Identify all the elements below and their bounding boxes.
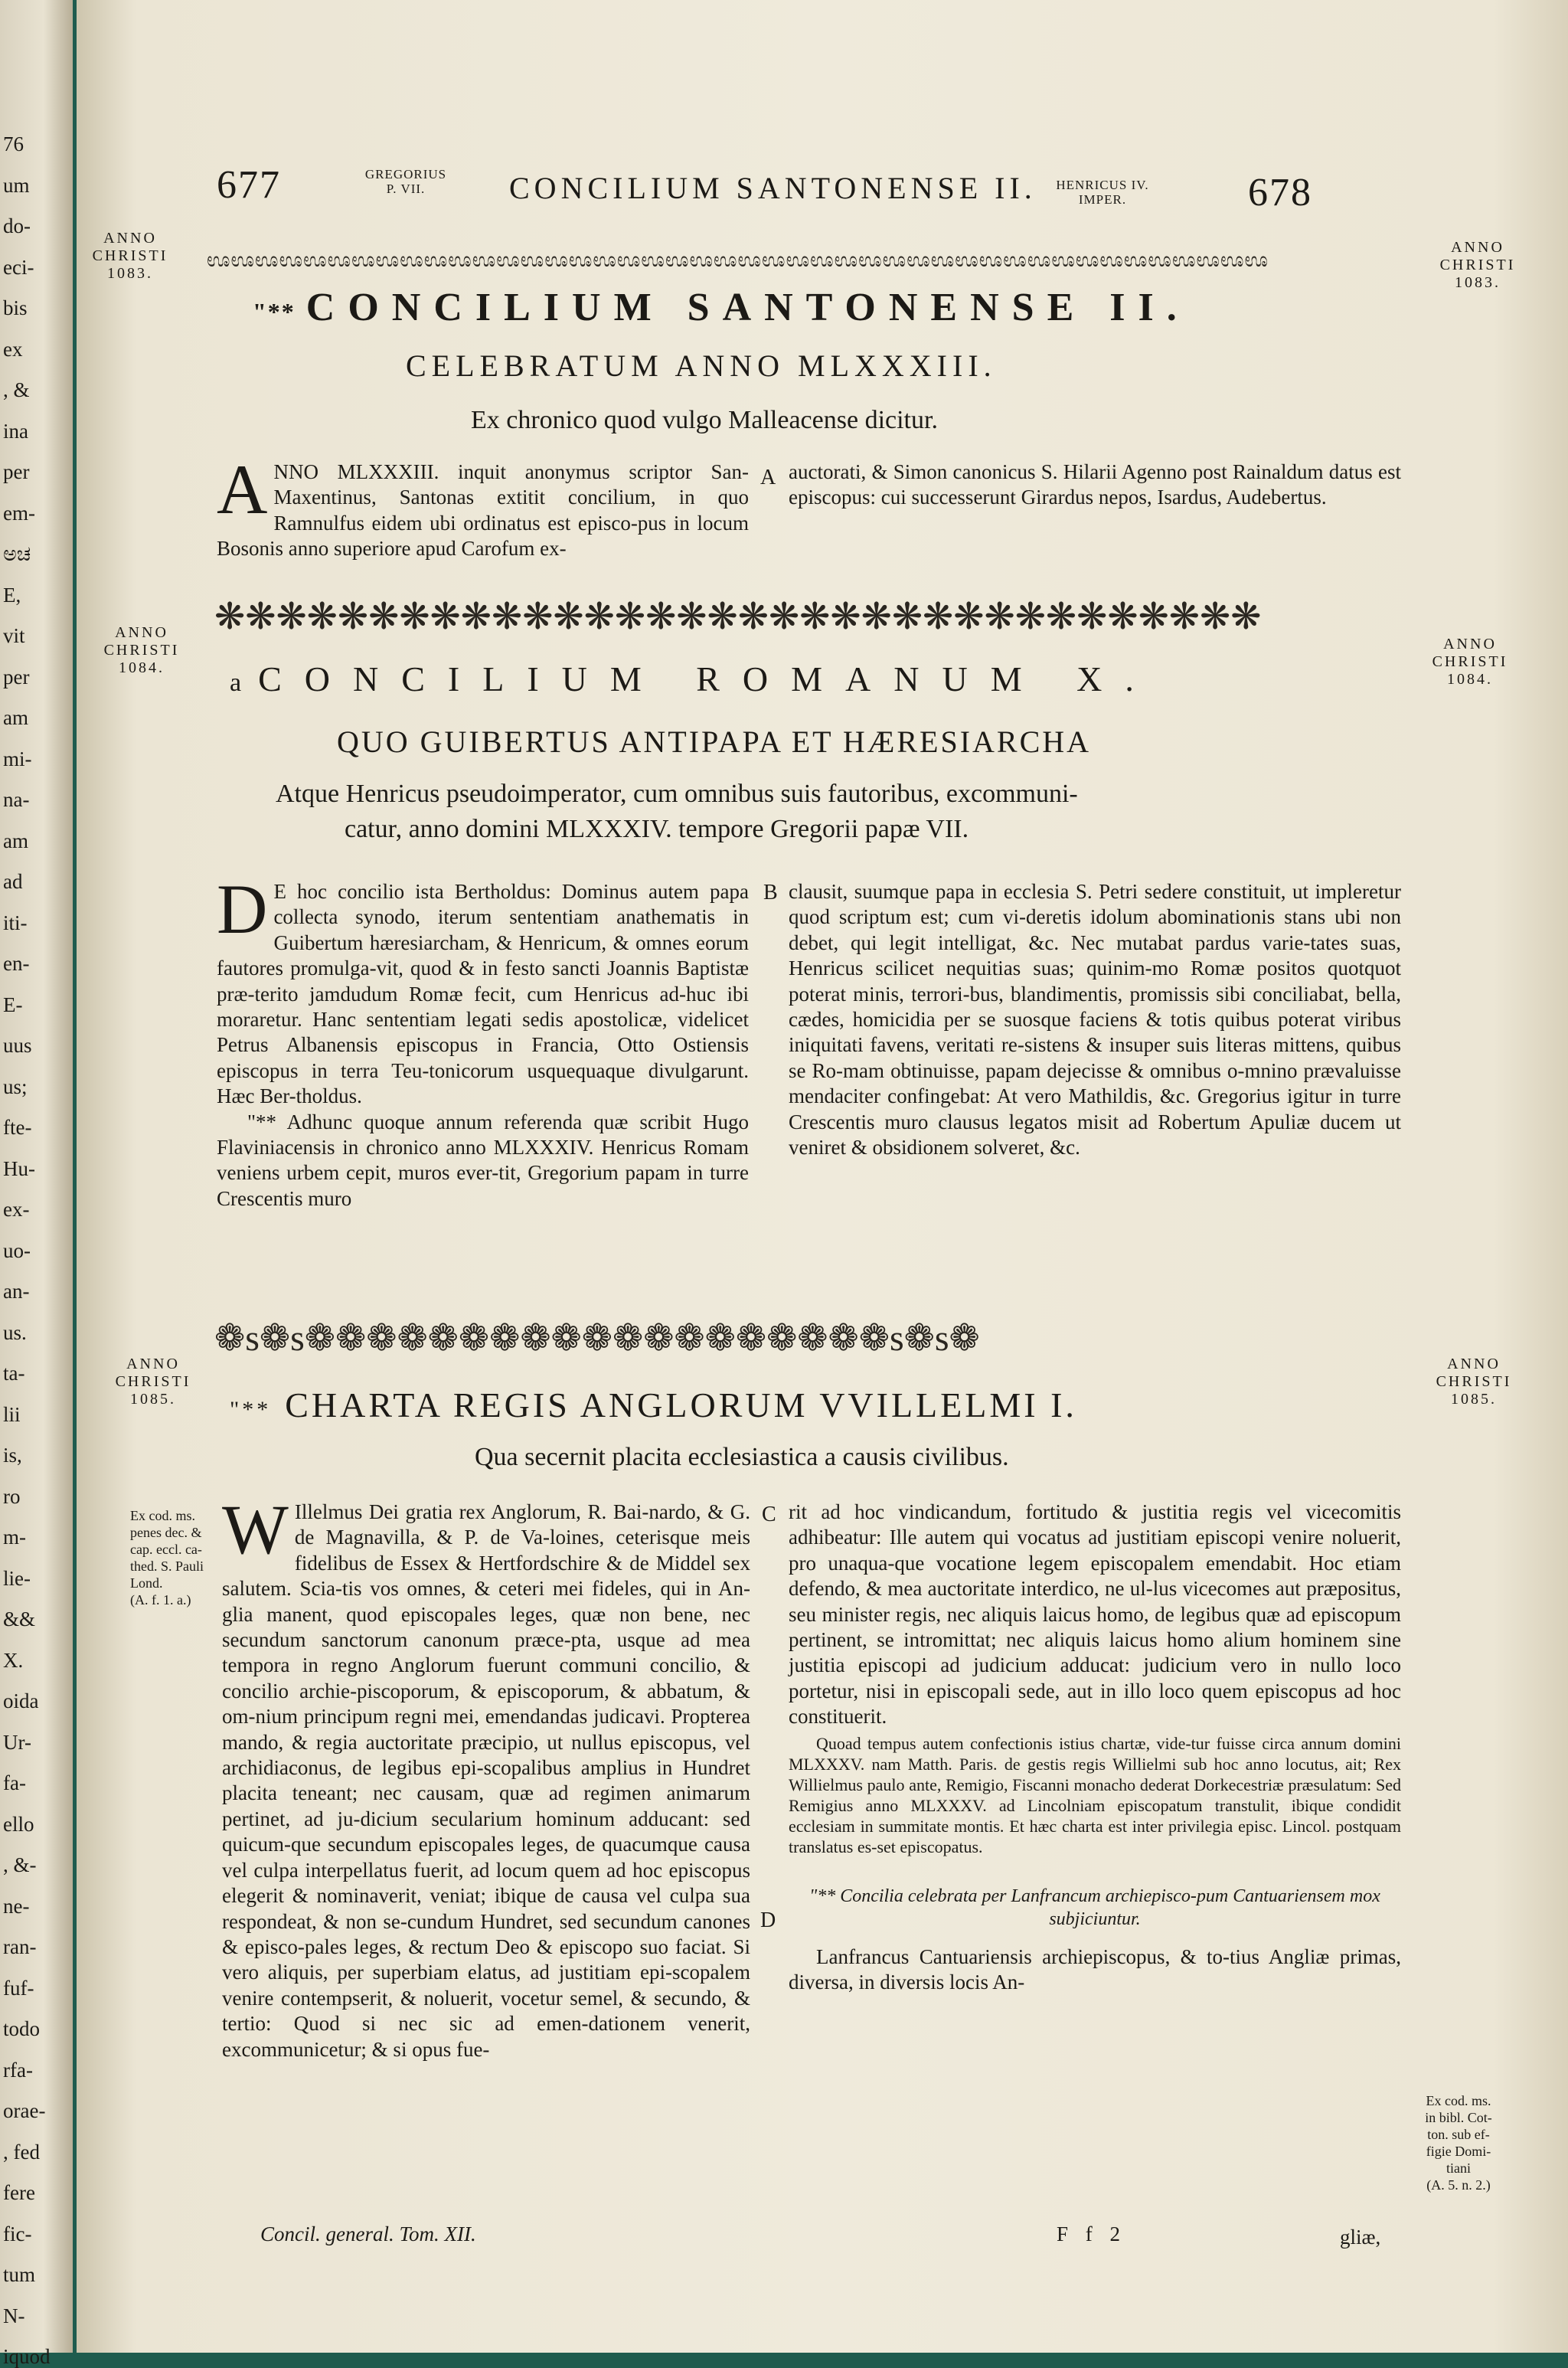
footer-volume: Concil. general. Tom. XII.	[260, 2222, 476, 2245]
editorial-mark: "**	[253, 298, 296, 325]
strip-fragment: ad	[3, 870, 23, 893]
editorial-mark: "**	[230, 1397, 272, 1422]
anno-margin-left	[115, 1356, 191, 1408]
strip-fragment: lie-	[3, 1566, 31, 1590]
anno-line: ANNO	[103, 230, 157, 247]
anno-line: CHRISTI	[1432, 653, 1508, 670]
header-right-label	[1045, 178, 1160, 207]
column-right: auctorati, & Simon canonicus S. Hilarii Agenno post Rainaldum datus est episcopus: cui successerunt Girardus nepos, Isardus, Audebertus.	[789, 460, 1401, 509]
strip-fragment: iquod	[3, 2345, 51, 2368]
page-number-left: 677	[217, 163, 281, 207]
note-line: (A. f. 1. a.)	[130, 1592, 191, 1608]
section-marker: D	[760, 1908, 776, 1932]
strip-fragment: ne-	[3, 1894, 30, 1918]
header-left-line: GREGORIUS	[364, 167, 447, 182]
strip-fragment: fte-	[3, 1116, 32, 1139]
strip-fragment: ello	[3, 1812, 34, 1836]
anno-margin-left	[103, 624, 180, 677]
strip-fragment: na-	[3, 788, 30, 811]
section-marker: C	[762, 1503, 776, 1526]
header-right-line: HENRICUS IV.	[1056, 178, 1149, 192]
strip-fragment: Ur-	[3, 1730, 31, 1754]
strip-fragment: tum	[3, 2263, 36, 2286]
section-source: Qua secernit placita ecclesiastica a causis civilibus.	[475, 1443, 1009, 1471]
strip-fragment: em-	[3, 501, 35, 525]
strip-fragment: us;	[3, 1074, 28, 1098]
strip-fragment: ಅಚ	[3, 542, 31, 565]
column-right: clausit, suumque papa in ecclesia S. Petri sedere constituit, ut impleretur quod scriptum est; cum vi-deretis idolum abominationis stans ubi non debet, qui legit intelligat, &c. Nec mutabat pardus varie-tates suas, Henricus scilicet nequitias suas; quinim-mo Romæ positos quotquot poterat minis, terrori-bus, blandimentis, promissis sibi conciliabat, bella, cædes, homicidia per se suosque faciens & totis quibus poterat viribus iniquitati favens, veritati re-sistens & insuper suis literas mittens, quibus se Ro-mam obtinuisse, papam dejecisse & omnibus o-mnino prævaluisse mendaciter confingebat: At vero Mathildis, &c. Gregorius igitur in turre Crescentis muro clausus legatos misit ad Robertum Apuliæ ducem ut veniret & obsidionem solveret, &c.	[789, 880, 1401, 1159]
drop-cap: A	[217, 450, 268, 528]
strip-fragment: ro	[3, 1484, 21, 1508]
section-source-line: Atque Henricus pseudoimperator, cum omnibus suis fautoribus, excommuni-	[276, 780, 1078, 808]
strip-fragment: ex-	[3, 1198, 30, 1221]
column-left	[222, 1490, 750, 2062]
note-line: tiani	[1446, 2160, 1471, 2176]
anno-line: ANNO	[126, 1356, 180, 1372]
anno-line: CHRISTI	[92, 247, 168, 264]
section-title-text: CONCILIUM ROMANUM X.	[258, 659, 1157, 698]
strip-fragment: , &	[3, 378, 30, 401]
signature-mark: F f 2	[1057, 2222, 1127, 2245]
note-line: in bibl. Cot-	[1425, 2110, 1492, 2125]
drop-cap: D	[217, 870, 268, 948]
strip-fragment: iti-	[3, 911, 28, 934]
strip-fragment: en-	[3, 952, 30, 975]
section-marker: B	[763, 881, 778, 904]
header-left-line: P. VII.	[386, 182, 426, 196]
margin-note-right	[1409, 2092, 1508, 2193]
strip-fragment: , &-	[3, 1853, 37, 1876]
ornament-band: ❋❋❋❋❋❋❋❋❋❋❋❋❋❋❋❋❋❋❋❋❋❋❋❋❋❋❋❋❋❋❋❋❋❋	[214, 597, 1262, 637]
column-text: E hoc concilio ista Bertholdus: Dominus autem papa collecta synodo, iterum sententiam anathematis in Guibertum hæresiarcham, & Henricum, & omnes eorum fautores promulga-vit, quod & in festo sancti Joannis Baptistæ præ-terito jamdudum Romæ fecit, cum Henricus ad-huc ibi moraretur. Hanc sententiam legati sedis apostolicæ, videlicet Petrus Albanensis episcopus in Francia, Otto Ostiensis episcopus in terra Teu-tonicorum usquequaque divulgarunt. Hæc Ber-tholdus.	[217, 880, 749, 1108]
ornament-band: ಊಊಊಊಊಊಊಊಊಊಊಊಊಊಊಊಊಊಊಊಊಊಊಊಊಊಊಊಊಊಊಊಊಊಊಊಊಊಊಊಊಊಊಊ	[207, 249, 1269, 271]
ornament-band: ❁s❁s❁❁❁❁❁❁❁❁❁❁❁❁❁❁❁❁❁❁❁s❁s❁	[214, 1318, 980, 1359]
running-title: CONCILIUM SANTONENSE II.	[509, 171, 1037, 205]
anno-margin-right	[1428, 636, 1512, 688]
section-source-line: catur, anno domini MLXXXIV. tempore Gregorii papæ VII.	[345, 815, 969, 843]
strip-fragment: per	[3, 460, 30, 483]
strip-fragment: fic-	[3, 2222, 32, 2245]
strip-fragment: X.	[3, 1648, 24, 1672]
anno-line: 1083.	[1455, 274, 1501, 291]
page-number-right: 678	[1248, 171, 1312, 214]
anno-line: 1084.	[1447, 671, 1493, 688]
strip-fragment: ta-	[3, 1362, 25, 1385]
strip-fragment: todo	[3, 2017, 41, 2040]
book-page	[77, 0, 1568, 2353]
note-line: ton. sub ef-	[1427, 2127, 1490, 2142]
section-subtitle: CELEBRATUM ANNO MLXXXIII.	[406, 348, 997, 383]
section-subtitle: QUO GUIBERTUS ANTIPAPA ET HÆRESIARCHA	[337, 724, 1092, 759]
section-title-santonense	[253, 285, 1190, 330]
strip-fragment: eci-	[3, 255, 34, 279]
note-line: penes dec. &	[130, 1525, 202, 1540]
strip-fragment: ran-	[3, 1935, 37, 1958]
strip-fragment: ex	[3, 337, 23, 361]
anno-margin-right	[1436, 239, 1520, 292]
note-line: Lond.	[130, 1575, 163, 1591]
column-note: "** Adhunc quoque annum referenda quæ scribit Hugo Flaviniacensis in chronico anno MLXXXIV. Henricus Romam veniens urbem cepit, muros ever-tit, Gregorium papam in turre Crescentis muro	[217, 1110, 749, 1210]
section-title-text: CHARTA REGIS ANGLORUM VVILLELMI I.	[285, 1385, 1077, 1424]
strip-fragment: uus	[3, 1034, 32, 1057]
note-line: figie Domi-	[1426, 2144, 1491, 2159]
column-text: rit ad hoc vindicandum, fortitudo & justitia regis vel vicecomitis adhibeatur: Ille autem qui vocatus ad justitiam episcopi venire noluerit, pro unaqua-que vocatione legem episcopalem emendabit. Hoc etiam defendo, & mea auctoritate interdico, ne ul-lus vicecomes aut præpositus, seu minister regis, nec aliquis laicus homo, de legibus quæ ad episcopum pertinent, se intromittat; nec aliquis laicus homo alium hominem sine justitia episcopi ad judicium adducat: judicium vero in nullo loco portetur, nisi in episcopali sede, aut in illo loco quem episcopus ad hoc constituerit.	[789, 1500, 1401, 1729]
strip-fragment: am	[3, 829, 28, 852]
column-text: Illelmus Dei gratia rex Anglorum, R. Bai-nardo, & G. de Magnavilla, & P. de Va-loines, ceterisque meis fidelibus de Essex & Hertfordschire & de Middel sex salutem. Scia-tis vos omnes, & ceteri mei fideles, qui in An-glia manent, quod episcopales leges, quæ non bene, nec secundum sanctorum canonum præce-pta, usque ad mea tempora in regno Anglorum fuerunt communi concilio, & concilio archie-piscoporum, & episcoporum, & abbatum, & om-nium principum regni mei, emendandas judicavi. Propterea mando, & regia auctoritate præcipio, ut nullus episcopus, vel archidiaconus, de legibus epi-scopalibus amplius in Hundret placita teneant; nec causam, quæ ad regimen animarum pertinet, ad ju-dicium secularium hominum adducant: sed quicum-que secundum episcopales leges, de quacumque causa vel culpa interpellatus fuerit, ad locum quem ad hoc episcopus elegerit & nominaverit, veniat; ibique de causa vel culpa sua respondeat, & non se-cundum Hundret, sed secundum canones & episco-pales leges, & rectum Deo & episcopo suo faciat. Si vero aliquis, per superbiam elatus, ad justitiam epi-scopalem venire contempserit, & noluerit, vocetur semel, & secundo, & tertio: Quod si nec sic ad emen-dationem venerit, excommunicetur; & si opus fue-	[222, 1500, 750, 2061]
note-line: Ex cod. ms.	[130, 1508, 195, 1523]
strip-fragment: um	[3, 173, 30, 197]
strip-fragment: , fed	[3, 2140, 40, 2164]
strip-fragment: fuf-	[3, 1976, 34, 2000]
strip-fragment: fa-	[3, 1771, 26, 1794]
previous-page-strip	[0, 0, 73, 2368]
strip-fragment: lii	[3, 1402, 21, 1426]
strip-fragment: vit	[3, 624, 25, 647]
strip-fragment: us.	[3, 1320, 27, 1344]
anno-line: CHRISTI	[1439, 257, 1516, 273]
strip-fragment: Hu-	[3, 1156, 35, 1180]
anno-line: ANNO	[1447, 1356, 1501, 1372]
strip-fragment: N-	[3, 2304, 25, 2327]
strip-fragment: am	[3, 706, 28, 729]
anno-line: CHRISTI	[115, 1373, 191, 1390]
note-line: thed. S. Pauli	[130, 1558, 204, 1574]
column-left	[217, 870, 749, 1212]
lanfranc-heading: "** Concilia celebrata per Lanfrancum archiepisco-pum Cantuariensem mox subjiciuntur.	[809, 1886, 1380, 1929]
strip-fragment: m-	[3, 1526, 26, 1549]
section-title-text: CONCILIUM SANTONENSE II.	[305, 286, 1190, 329]
note-line: Ex cod. ms.	[1426, 2093, 1491, 2108]
column-note: Quoad tempus autem confectionis istius chartæ, vide-tur fuisse circa annum domini MLXXXV. nam Matth. Paris. de gestis regis Willielmi sub hoc anno locutus, ait; Rex Willielmus paulo ante, Remigio, Fiscanni monacho dederat Dorkecestriæ præsulatum: Sed Remigius anno MLXXXV. ad Lincolniam episcopatum transtulit, ibique condidit ecclesiam in summitate montis. Et hæc charta est inter privilegia episc. Lincol. postquam translatus es-set episcopatus.	[789, 1733, 1401, 1856]
strip-fragment: orae-	[3, 2099, 46, 2122]
column-text: NNO MLXXXIII. inquit anonymus scriptor San-Maxentinus, Santonas extitit concilium, in quo Ramnulfus eidem ubi ordinatus est episco-pus in locum Bosonis anno superiore apud Carofum ex-	[217, 460, 749, 561]
column-left	[217, 450, 749, 562]
strip-fragment: uo-	[3, 1238, 31, 1262]
anno-line: ANNO	[1443, 636, 1497, 653]
anno-line: 1083.	[107, 265, 153, 282]
section-source: Ex chronico quod vulgo Malleacense dicitur.	[471, 406, 938, 434]
section-title-charta	[230, 1385, 1077, 1425]
strip-fragment: 76	[3, 132, 24, 155]
anno-margin-right	[1424, 1356, 1524, 1408]
strip-fragment: E,	[3, 583, 21, 607]
anno-line: CHRISTI	[103, 642, 180, 659]
footnote-marker: a	[230, 669, 242, 697]
strip-fragment: do-	[3, 214, 31, 237]
note-line: (A. 5. n. 2.)	[1426, 2177, 1491, 2193]
strip-fragment: &&	[3, 1608, 36, 1630]
anno-line: 1085.	[130, 1391, 176, 1408]
header-right-line: IMPER.	[1078, 192, 1127, 207]
anno-margin-left	[92, 230, 168, 283]
anno-line: CHRISTI	[1436, 1373, 1512, 1390]
strip-fragment: mi-	[3, 747, 32, 770]
strip-fragment: is,	[3, 1444, 22, 1467]
lanfranc-text: Lanfrancus Cantuariensis archiepiscopus, & to-tius Angliæ primas, diversa, in diversis locis An-	[789, 1944, 1401, 1994]
strip-fragment: oida	[3, 1689, 39, 1712]
margin-note-left	[130, 1507, 226, 1608]
section-title-romanum	[230, 659, 1157, 699]
header-left-label	[352, 167, 459, 196]
note-line: cap. eccl. ca-	[130, 1542, 202, 1557]
strip-fragment: ina	[3, 419, 28, 443]
anno-line: 1084.	[119, 659, 165, 676]
section-marker: A	[760, 466, 776, 489]
strip-fragment: bis	[3, 296, 28, 319]
drop-cap: W	[222, 1490, 289, 1568]
strip-fragment: per	[3, 665, 30, 688]
catchword: gliæ,	[1340, 2226, 1381, 2249]
column-right	[789, 1500, 1401, 1995]
anno-line: ANNO	[115, 624, 168, 641]
strip-fragment: E-	[3, 993, 23, 1016]
strip-fragment: rfa-	[3, 2058, 33, 2082]
anno-line: ANNO	[1451, 239, 1504, 256]
anno-line: 1085.	[1451, 1391, 1497, 1408]
strip-fragment: fere	[3, 2181, 35, 2204]
strip-fragment: an-	[3, 1280, 30, 1303]
